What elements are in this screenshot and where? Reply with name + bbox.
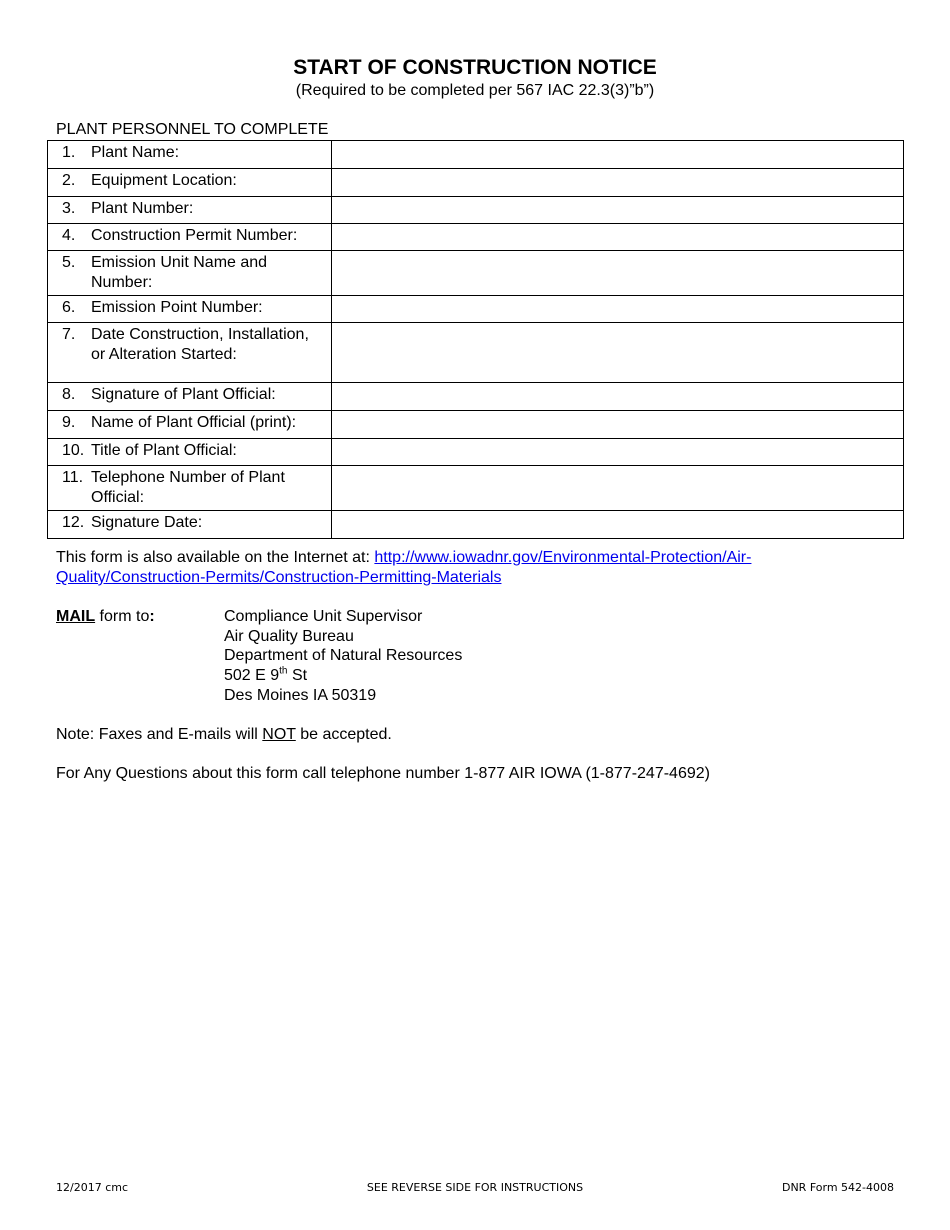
form-row-label-content (48, 251, 331, 295)
form-row-value-field[interactable] (332, 197, 904, 224)
form-row-value-field[interactable] (332, 411, 904, 439)
form-row-label-text: Telephone Number of Plant Official: (91, 469, 285, 506)
form-title: START OF CONSTRUCTION NOTICE (293, 56, 657, 79)
form-row (48, 169, 904, 197)
form-row-label-content (48, 466, 331, 510)
form-row-number: 3. (62, 200, 76, 217)
form-row-label-content (48, 411, 331, 436)
form-row-number: 11. (62, 469, 84, 486)
form-row-number: 5. (62, 254, 76, 271)
form-row-value-field[interactable] (332, 224, 904, 251)
form-row-number: 4. (62, 227, 76, 244)
form-row (48, 197, 904, 224)
form-row-value-field[interactable] (332, 251, 904, 296)
form-row (48, 439, 904, 466)
questions-note: For Any Questions about this form call telephone number 1-877 AIR IOWA (1-877-247-4692) (56, 765, 710, 782)
address-street-sup: th (279, 665, 288, 677)
address-line-3: Department of Natural Resources (224, 647, 463, 665)
form-row-value-field[interactable] (332, 323, 904, 383)
form-row-label (48, 466, 332, 511)
availability-note (56, 548, 896, 588)
form-row (48, 141, 904, 169)
form-row (48, 224, 904, 251)
form-row-label (48, 197, 332, 224)
form-row (48, 383, 904, 411)
form-row-number: 8. (62, 386, 76, 403)
form-row-label-text: Plant Number: (91, 200, 194, 217)
footer-instructions: SEE REVERSE SIDE FOR INSTRUCTIONS (366, 1181, 584, 1194)
form-row-label-content (48, 197, 331, 222)
note-emphasis: NOT (262, 726, 296, 743)
mail-label-colon: : (149, 608, 155, 625)
form-row-label (48, 141, 332, 169)
form-row-label-text: Signature Date: (91, 514, 203, 531)
form-row-label-text: Signature of Plant Official: (91, 386, 276, 403)
form-row (48, 323, 904, 383)
form-row-value-field[interactable] (332, 383, 904, 411)
mailing-address (224, 607, 462, 706)
form-row-number: 7. (62, 326, 76, 343)
form-row-label (48, 296, 332, 323)
plant-info-table-body (48, 141, 904, 539)
address-street-post: St (287, 667, 308, 685)
mail-label (56, 607, 155, 627)
note-post: be accepted. (295, 726, 392, 743)
form-row-label-text: Equipment Location: (91, 172, 237, 189)
form-row-label (48, 224, 332, 251)
address-line-4 (224, 666, 462, 686)
footer-form-number: DNR Form 542-4008 (781, 1181, 894, 1194)
form-row-number: 9. (62, 414, 76, 431)
form-row (48, 511, 904, 539)
form-row-label-text: Name of Plant Official (print): (91, 414, 297, 431)
form-row-label-text: Title of Plant Official: (91, 442, 237, 459)
form-row-value-field[interactable] (332, 439, 904, 466)
address-street-pre: 502 E 9 (224, 667, 280, 685)
form-row-label-text: Emission Point Number: (91, 299, 263, 316)
form-row-label-content (48, 383, 331, 408)
form-row-number: 12. (62, 514, 85, 531)
section-label: PLANT PERSONNEL TO COMPLETE (56, 121, 329, 138)
form-row-label-text: Emission Unit Name and Number: (91, 254, 268, 291)
form-row (48, 296, 904, 323)
footer-date: 12/2017 cmc (56, 1181, 129, 1194)
form-row-label-text: Construction Permit Number: (91, 227, 298, 244)
form-row-value-field[interactable] (332, 141, 904, 169)
form-row-value-field[interactable] (332, 466, 904, 511)
form-row-number: 10. (62, 442, 85, 459)
form-row-value-field[interactable] (332, 296, 904, 323)
form-row-label-text: Date Construction, Installation, or Alteration Started: (91, 326, 309, 363)
form-row (48, 411, 904, 439)
form-row-label-content (48, 224, 331, 249)
form-row-label-content (48, 439, 331, 464)
mail-word: MAIL (56, 608, 96, 625)
form-row-number: 2. (62, 172, 76, 189)
form-subtitle: (Required to be completed per 567 IAC 22.3(3)”b”) (295, 82, 655, 99)
form-row-label-content (48, 141, 331, 166)
form-row-label-content (48, 323, 331, 367)
form-row-value-field[interactable] (332, 169, 904, 197)
form-row-value-field[interactable] (332, 511, 904, 539)
form-row-label (48, 439, 332, 466)
form-row (48, 466, 904, 511)
form-row-label (48, 511, 332, 539)
form-row-label-content (48, 296, 331, 321)
address-line-1: Compliance Unit Supervisor (224, 608, 423, 625)
availability-text: This form is also available on the Internet at: (56, 549, 375, 566)
form-row-label (48, 411, 332, 439)
form-row-number: 6. (62, 299, 76, 316)
form-row-label (48, 251, 332, 296)
form-row-number: 1. (62, 144, 76, 161)
dnr-materials-link[interactable]: http://www.iowadnr.gov/Environmental-Protection/Air-Quality/Construction-Permits/Construction-Permitting-Materials (56, 549, 752, 586)
form-row-label (48, 169, 332, 197)
address-line-2: Air Quality Bureau (224, 627, 354, 645)
form-row-label-content (48, 511, 331, 536)
plant-info-table (47, 140, 904, 539)
form-row-label (48, 383, 332, 411)
address-line-5: Des Moines IA 50319 (224, 686, 377, 704)
form-row-label-text: Plant Name: (91, 144, 180, 161)
form-row (48, 251, 904, 296)
form-row-label (48, 323, 332, 383)
form-row-label-content (48, 169, 331, 194)
mail-label-rest: form to (95, 608, 150, 625)
fax-email-note (56, 725, 392, 745)
note-pre: Note: Faxes and E-mails will (56, 726, 263, 743)
